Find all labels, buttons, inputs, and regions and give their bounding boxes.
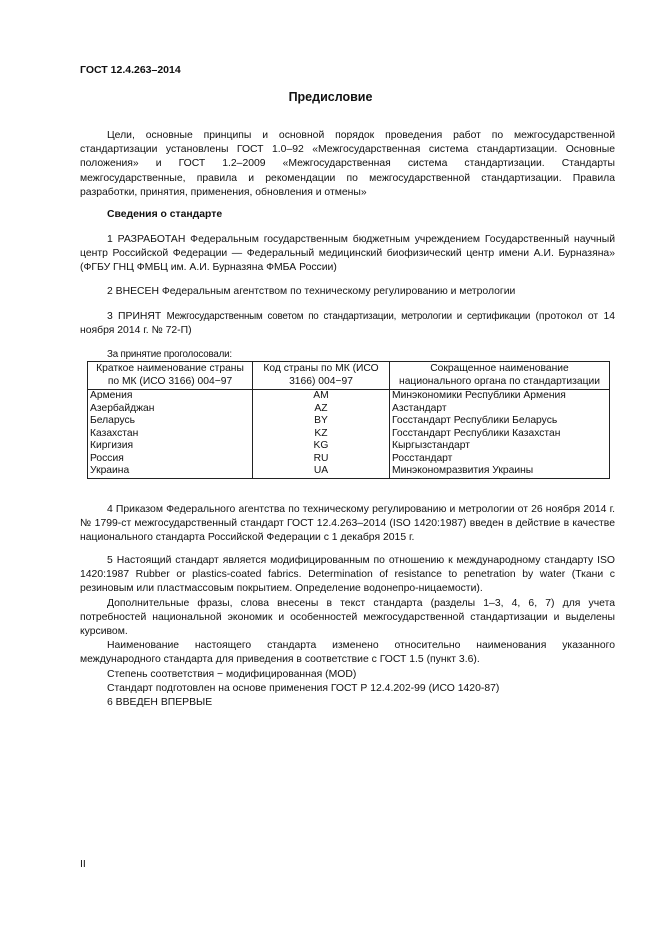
body-cell: Азстандарт [390, 403, 610, 416]
body-cell: Росстандарт [390, 453, 610, 466]
body-cell: Минэкономики Республики Армения [390, 390, 610, 403]
item-1-paragraph: 1 РАЗРАБОТАН Федеральным государственным бюджетным учреждением Государственный научный центр Российской Федерации — Федеральный медицинский биофизический центр имени А.И. Бурназяна» (ФГБУ ГНЦ ФМБЦ им. А.И. Бурназяна ФМБА России) [80, 234, 615, 274]
body-cell: Кыргызстандарт [390, 440, 610, 453]
item-2-paragraph: 2 ВНЕСЕН Федеральным агентством по техническому регулированию и метрологии [107, 286, 516, 297]
country-cell: Беларусь [88, 415, 253, 428]
item-4-paragraph: 4 Приказом Федерального агентства по техническому регулированию и метрологии от 26 ноября 2014 г. № 1799-ст межгосударственный стандарт ГОСТ 12.4.263–2014 (ISO 1420:1987) введен в действие в качестве национального стандарта Российской Федерации с 1 декабря 2015 г. [80, 504, 615, 544]
item-3-body: Межгосударственным советом по стандартизации, метрологии и сертификации [166, 311, 531, 322]
item-5-paragraph-5: Стандарт подготовлен на основе применения ГОСТ Р 12.4.202-99 (ИСО 1420-87) [107, 682, 500, 694]
body-cell: Минэкономразвития Украины [390, 465, 610, 478]
item-3-paragraph [80, 310, 615, 338]
country-cell: Киргизия [88, 440, 253, 453]
header-country: Краткое наименование страны по МК (ИСО 3166) 004−97 [88, 362, 253, 390]
code-cell: KZ [253, 428, 390, 441]
item-5-section [80, 554, 615, 696]
country-cell: Украина [88, 465, 253, 478]
intro-paragraph: Цели, основные принципы и основной порядок проведения работ по межгосударственной стандартизации установлены ГОСТ 1.0–92 «Межгосударственная система стандартизации. Основные положения» и ГОСТ 1.2–2009 «Межгосударственная система стандартизации. Стандарты межгосударственные, правила и рекомендации по межгосударственной стандартизации. Правила разработки, принятия, применения, обновления и отмены» [80, 130, 615, 198]
code-cell: AM [253, 390, 390, 403]
code-cell: RU [253, 453, 390, 466]
country-cell: Россия [88, 453, 253, 466]
table-row [88, 428, 610, 441]
code-cell: UA [253, 465, 390, 478]
header-code: Код страны по МК (ИСО 3166) 004−97 [253, 362, 390, 390]
document-header: ГОСТ 12.4.263–2014 [80, 64, 181, 76]
item-6-paragraph: 6 ВВЕДЕН ВПЕРВЫЕ [107, 697, 213, 708]
page-title: Предисловие [288, 90, 373, 104]
country-cell: Армения [88, 390, 253, 403]
item-5-paragraph-2: Дополнительные фразы, слова внесены в текст стандарта (разделы 1–3, 4, 6, 7) для учета потребностей национальной экономик и особенностей межгосударственной стандартизации и выделены курсивом. [80, 597, 615, 638]
code-cell: AZ [253, 403, 390, 416]
page-number: II [80, 858, 86, 870]
table-row [88, 415, 610, 428]
item-5-paragraph-4: Степень соответствия − модифицированная (MOD) [107, 668, 357, 680]
country-cell: Казахстан [88, 428, 253, 441]
table-row [88, 453, 610, 466]
table-row [88, 465, 610, 478]
table-row [88, 390, 610, 403]
voting-table [87, 361, 610, 479]
item-5-paragraph-1: 5 Настоящий стандарт является модифицированным по отношению к международному стандарту ISO 1420:1987 Rubber or plastics-coated fabrics. Determination of resistance to penetration by water (Ткани с резиновым или пластмассовым покрытием. Определение водонепро-ницаемости). [80, 555, 615, 595]
item-5-paragraph-3: Наименование настоящего стандарта изменено относительно наименования указанного международного стандарта для приведения в соответствие с ГОСТ 1.5 (пункт 3.6). [80, 640, 615, 666]
country-cell: Азербайджан [88, 403, 253, 416]
header-body: Сокращенное наименование национального органа по стандартизации [390, 362, 610, 390]
table-row [88, 403, 610, 416]
code-cell: BY [253, 415, 390, 428]
item-3-tail: (протокол от 14 ноября 2014 г. № 72-П) [80, 311, 615, 337]
voted-label: За принятие проголосовали: [107, 349, 232, 360]
section-subtitle: Сведения о стандарте [107, 209, 223, 220]
body-cell: Госстандарт Республики Беларусь [390, 415, 610, 428]
code-cell: KG [253, 440, 390, 453]
body-cell: Госстандарт Республики Казахстан [390, 428, 610, 441]
table-row [88, 440, 610, 453]
item-3-lead: 3 ПРИНЯТ [107, 311, 162, 322]
